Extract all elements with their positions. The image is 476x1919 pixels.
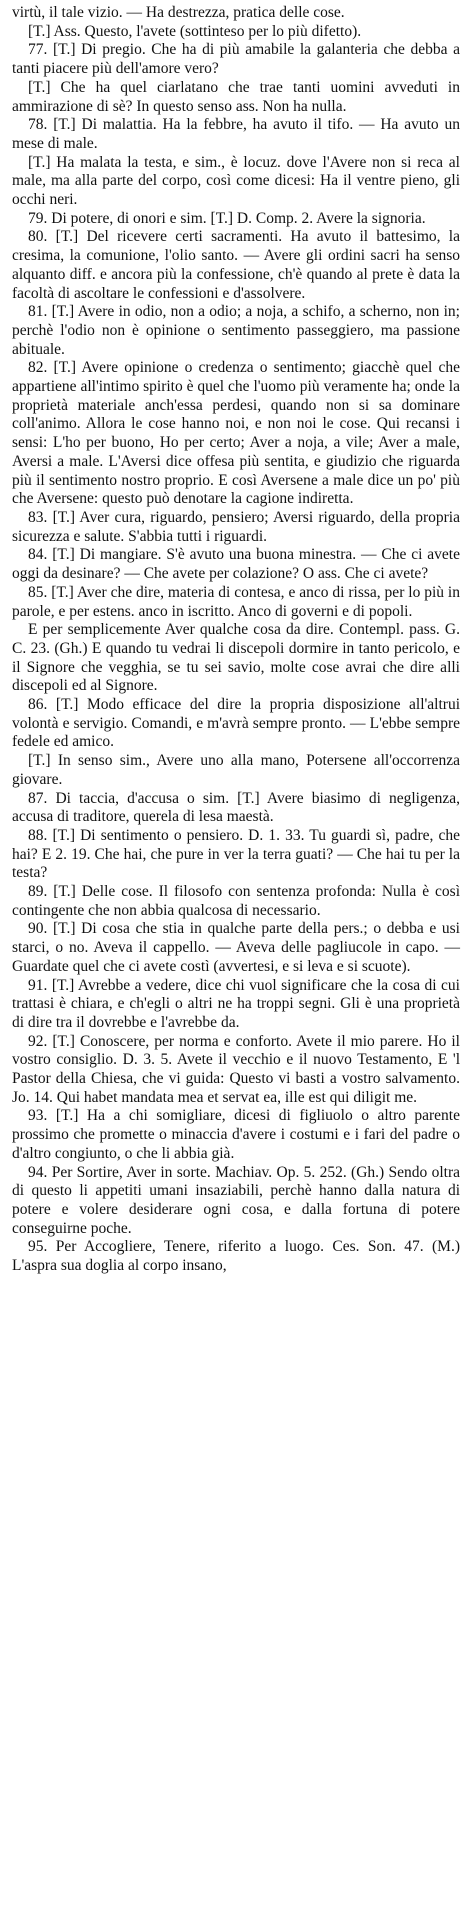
paragraph: [T.] Che ha quel ciarlatano che trae tanti uomini avveduti in ammirazione di sè? In questo senso ass. Non ha nulla. <box>12 78 460 115</box>
entry-80: 80. [T.] Del ricevere certi sacramenti. Ha avuto il battesimo, la cresima, la comunione, l'olio santo. — Avere gli ordini sacri ha senso alquanto diff. e ancora più la confessione, ch'è quando al prete è data la facoltà di ascoltare le confessioni e d'assolvere. <box>12 228 460 302</box>
entry-94: 94. Per Sortire, Aver in sorte. Machiav. Op. 5. 252. (Gh.) Sendo oltra di questo li appetiti umani insaziabili, perchè hanno dalla natura di potere e volere desiderare ogni cosa, e dalla fortuna di potere conseguirne poche. <box>12 1163 460 1237</box>
entry-83: 83. [T.] Aver cura, riguardo, pensiero; Aversi riguardo, della propria sicurezza e salute. S'abbia tutti i riguardi. <box>12 508 460 545</box>
entry-79: 79. Di potere, di onori e sim. [T.] D. Comp. 2. Avere la signoria. <box>28 209 426 227</box>
entry-78: 78. [T.] Di malattia. Ha la febbre, ha avuto il tifo. — Ha avuto un mese di male. <box>12 116 460 152</box>
entry-90: 90. [T.] Di cosa che stia in qualche parte della pers.; o debba e usi starci, o no. Aveva il cappello. — Aveva delle pagliucole in capo. — Guardate quel che ci avete costì (avvertesi, e si leva e si scuote). <box>12 920 460 975</box>
paragraph: virtù, il tale vizio. — Ha destrezza, pratica delle cose. <box>12 4 345 21</box>
entry-86: 86. [T.] Modo efficace del dire la propria disposizione all'altrui volontà e servigio. Comandi, e m'avrà sempre pronto. — L'ebbe sempre fedele ed amico. <box>12 696 460 751</box>
paragraph: [T.] In senso sim., Avere uno alla mano, Potersene all'occorrenza giovare. <box>12 752 460 788</box>
entry-84: 84. [T.] Di mangiare. S'è avuto una buona minestra. — Che ci avete oggi da desinare? — Che avete per colazione? O ass. Che ci avete? <box>12 546 460 583</box>
entry-93: 93. [T.] Ha a chi somigliare, dicesi di figliuolo o altro parente prossimo che promette o minaccia d'avere i costumi e i fari del padre o d'altro congiunto, o che li abbia già. <box>12 1107 460 1162</box>
entry-89: 89. [T.] Delle cose. Il filosofo con sentenza profonda: Nulla è così contingente che non abbia qualcosa di necessario. <box>12 883 460 919</box>
entry-85: 85. [T.] Aver che dire, materia di contesa, e anco di rissa, per lo più in parole, e per estens. anco in iscritto. Anco di governi e di popoli. <box>12 583 460 620</box>
paragraph: [T.] Ha malata la testa, e sim., è locuz. dove l'Avere non si reca al male, ma alla parte del corpo, così come dicesi: Ha il ventre pieno, gli occhi neri. <box>12 153 460 209</box>
entry-92: 92. [T.] Conoscere, per norma e conforto. Avete il mio parere. Ho il vostro consiglio. D. 3. 5. Avete il vecchio e il nuovo Testamento, E 'l Pastor della Chiesa, che vi guida: Questo vi basti a vostro salvamento. Jo. 14. Qui habet mandata mea et servat ea, ille est qui diligit me. <box>12 1032 460 1106</box>
paragraph: [T.] Ass. Questo, l'avete (sottinteso per lo più difetto). <box>28 22 362 40</box>
entry-81: 81. [T.] Avere in odio, non a odio; a noja, a schifo, a scherno, non in; perchè l'odio non è opinione o sentimento passeggiero, ma passione abituale. <box>12 303 460 358</box>
entry-77: 77. [T.] Di pregio. Che ha di più amabile la galanteria che debba a tanti piacere più dell'amore vero? <box>12 41 460 78</box>
entry-88: 88. [T.] Di sentimento o pensiero. D. 1. 33. Tu guardi sì, padre, che hai? E 2. 19. Che hai, che pure in ver la terra guati? — Che hai tu per la testa? <box>12 826 460 882</box>
entry-95: 95. Per Accogliere, Tenere, riferito a luogo. Ces. Son. 47. (M.) L'aspra sua doglia al corpo insano, <box>12 1238 460 1275</box>
entry-91: 91. [T.] Avrebbe a vedere, dice chi vuol significare che la cosa di cui trattasi è chiara, e ch'egli o altri ne ha troppi segni. Gli è una proprietà di dire tra il dovrebbe e l'avrebbe da. <box>12 976 460 1031</box>
entry-82: 82. [T.] Avere opinione o credenza o sentimento; giacchè quel che appartiene all'intimo spirito è quel che l'uomo più veramente ha; onde la proprietà materiale anch'essa perdesi, quando non si sa dominare coll'animo. Allora le cose hanno noi, e non noi le cose. Qui recansi i sensi: L'ho per buono, Ho per certo; Aver a noja, a vile; Aver a male, Aversi a male. L'Aversi dice offesa più sentita, e giudizio che riguarda più il sentimento nostro proprio. E così Aversene a male dice un po' più che Aversene: questo può denotare la cagione indiretta. <box>12 359 460 508</box>
paragraph: E per semplicemente Aver qualche cosa da dire. Contempl. pass. G. C. 23. (Gh.) E quando tu vedrai li discepoli dormire in tanto pericolo, e il Signore che vegghia, se tu sei savio, molte cose avrai che dire alli discepoli ed al Signore. <box>12 621 460 695</box>
entry-87: 87. Di taccia, d'accusa o sim. [T.] Avere biasimo di negligenza, accusa di traditore, querela di lesa maestà. <box>12 789 460 826</box>
